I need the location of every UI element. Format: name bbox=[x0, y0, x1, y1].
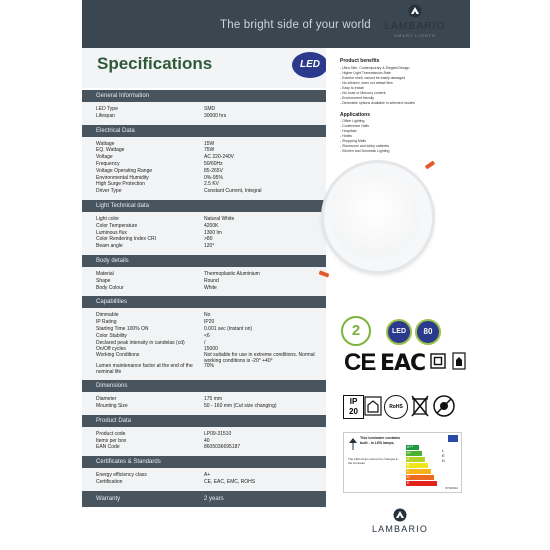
weee-bin-icon bbox=[411, 394, 429, 418]
spec-row bbox=[82, 223, 326, 230]
spec-key: High Surge Protection bbox=[96, 181, 145, 188]
spec-row bbox=[82, 188, 326, 195]
spec-key: Lifespan bbox=[96, 112, 115, 119]
led-icon: LED bbox=[386, 319, 412, 345]
spec-value: 85-265V bbox=[204, 167, 223, 174]
spec-value: LP09-31510 bbox=[204, 430, 232, 437]
spec-row bbox=[82, 479, 326, 486]
section-rows bbox=[82, 427, 326, 456]
spec-key: Declared peak intensity in candelas (cd) bbox=[96, 339, 185, 346]
page-title: Specifications bbox=[97, 54, 213, 73]
spec-key: Body Colour bbox=[96, 284, 124, 291]
lambario-logo-icon bbox=[408, 4, 422, 18]
benefit-item: - Easy to install bbox=[340, 86, 364, 90]
spec-key: Dimmable bbox=[96, 312, 119, 319]
spec-row bbox=[82, 340, 326, 347]
energy-label-code: 874/2012 bbox=[445, 486, 458, 490]
spec-value: White bbox=[204, 284, 217, 291]
application-item: - Office Lighting bbox=[340, 119, 365, 123]
benefit-item: - No infrared, does not attract flies bbox=[340, 81, 393, 85]
eac-mark-icon: EAC bbox=[380, 351, 426, 376]
spec-row bbox=[82, 154, 326, 161]
benefit-item: - No Lead or Mercury content bbox=[340, 91, 386, 95]
spec-key: EQ. Wattage bbox=[96, 147, 125, 154]
spec-key: Light color bbox=[96, 215, 120, 222]
warranty-row bbox=[82, 491, 326, 507]
energy-class-bar: A++ bbox=[406, 445, 419, 450]
lambario-logo-icon bbox=[393, 508, 407, 522]
spec-value: 15W bbox=[204, 140, 215, 147]
spec-value: 50 - 160 mm (Cut size changing) bbox=[204, 402, 277, 409]
section-header: Product Data bbox=[82, 415, 326, 427]
spec-key: Voltage bbox=[96, 154, 113, 161]
spec-row bbox=[82, 147, 326, 154]
ce-mark-icon: CE bbox=[344, 349, 376, 376]
warranty-label: Warranty bbox=[96, 495, 121, 502]
spec-row bbox=[82, 403, 326, 410]
benefits-panel bbox=[340, 58, 468, 154]
application-item: - Kitchen and Domestic Lighting bbox=[340, 149, 390, 153]
spec-table bbox=[82, 90, 326, 507]
spec-row bbox=[82, 181, 326, 188]
spec-row bbox=[82, 113, 326, 120]
spec-value: 70% bbox=[204, 363, 215, 370]
spec-value: 4200K bbox=[204, 222, 219, 229]
spec-row bbox=[82, 161, 326, 168]
ip-label: IP bbox=[349, 397, 358, 406]
spec-key: Shape bbox=[96, 277, 111, 284]
spec-value: 0.001 sec (instant on) bbox=[204, 325, 253, 332]
spec-value: Round bbox=[204, 277, 219, 284]
spec-key: Lumen maintenance factor at the end of the nominal life bbox=[96, 363, 193, 375]
indoor-use-icon bbox=[452, 352, 466, 370]
spec-row bbox=[82, 230, 326, 237]
spec-key: Voltage Operating Range bbox=[96, 167, 153, 174]
spec-key: Items per box bbox=[96, 437, 127, 444]
brand-name-bottom: LAMBARIO bbox=[371, 524, 429, 534]
benefits-title: Product benefits bbox=[340, 58, 380, 64]
benefit-item: - Higher Light Transmission Rate bbox=[340, 71, 391, 75]
product-diffuser bbox=[329, 169, 421, 259]
spec-value: No bbox=[204, 312, 211, 319]
spec-value: Constant Current, Integral bbox=[204, 188, 262, 195]
spec-value: 30000 hrs bbox=[204, 112, 227, 119]
spec-value: SMD bbox=[204, 106, 216, 112]
section-rows bbox=[82, 267, 326, 296]
section-rows bbox=[82, 102, 326, 125]
spec-key: Beam angle bbox=[96, 243, 123, 250]
energy-class-bar: A bbox=[406, 457, 425, 462]
energy-class-scale bbox=[406, 445, 440, 487]
spec-value: 8605036695187 bbox=[204, 444, 241, 451]
spec-row bbox=[82, 364, 326, 375]
benefit-item: - Dimmable options available in selected models bbox=[340, 101, 415, 105]
energy-class-bar: D bbox=[406, 475, 434, 480]
section-rows bbox=[82, 468, 326, 491]
energy-label-note: The LED lamps cannot be changed in the luminaire bbox=[348, 457, 399, 465]
benefit-item: - Environment friendly bbox=[340, 96, 375, 100]
section-header: General Information bbox=[82, 90, 326, 102]
spec-key: Environmental Humidity bbox=[96, 174, 149, 181]
spec-key: Diameter bbox=[96, 396, 117, 403]
energy-class-bar: E bbox=[406, 481, 437, 486]
led-badge: LED bbox=[292, 52, 328, 78]
spec-row bbox=[82, 326, 326, 333]
spec-row bbox=[82, 106, 326, 113]
section-rows bbox=[82, 308, 326, 380]
spec-row bbox=[82, 472, 326, 479]
spec-value: 2.5 KV bbox=[204, 181, 220, 188]
spec-key: LED Type bbox=[96, 106, 118, 112]
application-item: - Shopping Malls bbox=[340, 139, 367, 143]
spec-value: A+ bbox=[204, 472, 211, 479]
spec-row bbox=[82, 444, 326, 451]
spec-row bbox=[82, 312, 326, 319]
section-header: Certificates & Standards bbox=[82, 456, 326, 468]
section-rows bbox=[82, 392, 326, 415]
spec-key: EAN Code bbox=[96, 444, 120, 451]
home-icon bbox=[364, 396, 382, 416]
energy-label-side: LED bbox=[442, 448, 445, 463]
spec-key: Color Temperature bbox=[96, 222, 138, 229]
section-header: Capabilities bbox=[82, 296, 326, 308]
section-rows bbox=[82, 212, 326, 255]
spec-row bbox=[82, 319, 326, 326]
spec-key: Material bbox=[96, 270, 114, 277]
spec-key: Driver Type bbox=[96, 188, 122, 195]
energy-label-text: This luminaire contains built - in LED lamps. bbox=[360, 436, 401, 445]
spec-key: Frequency bbox=[96, 160, 120, 167]
section-rows bbox=[82, 137, 326, 200]
spec-value: 15000 bbox=[204, 346, 218, 353]
spec-key: Mounting Size bbox=[96, 402, 128, 409]
spec-row bbox=[82, 438, 326, 445]
application-item: - Hotels bbox=[340, 134, 353, 138]
spec-value: 175 mm bbox=[204, 396, 223, 403]
spec-value: Natural White bbox=[204, 215, 235, 222]
energy-class-bar: C bbox=[406, 469, 431, 474]
spec-key: Certification bbox=[96, 478, 123, 485]
applications-title: Applications bbox=[340, 112, 371, 118]
class-ii-icon bbox=[430, 353, 446, 369]
eu-flag bbox=[448, 435, 458, 442]
section-header: Body details bbox=[82, 255, 326, 267]
spec-row bbox=[82, 141, 326, 148]
spec-row bbox=[82, 175, 326, 182]
spec-value: 50/60Hz bbox=[204, 160, 223, 167]
application-item: - Conference Halls bbox=[340, 124, 369, 128]
spec-row bbox=[82, 333, 326, 340]
top-banner bbox=[0, 0, 550, 48]
spec-key: Energy efficiency class bbox=[96, 472, 147, 479]
spec-key: Color Rendering Index CRI bbox=[96, 236, 157, 243]
spec-key: IP Rating bbox=[96, 319, 117, 326]
spec-key: Luminous flux bbox=[96, 229, 127, 236]
spec-row bbox=[82, 431, 326, 438]
benefit-item: - Exterior shell, cannot be easily damaged bbox=[340, 76, 406, 80]
spec-row bbox=[82, 396, 326, 403]
spec-value: 1300 lm bbox=[204, 229, 222, 236]
spec-value: 75W bbox=[204, 147, 215, 154]
spec-value: / bbox=[204, 339, 206, 346]
benefits-list bbox=[340, 66, 468, 106]
ip-value: 20 bbox=[349, 407, 358, 416]
lamp-icon bbox=[348, 437, 358, 451]
spec-row bbox=[82, 278, 326, 285]
spec-value: 40 bbox=[204, 437, 210, 444]
spec-row bbox=[82, 236, 326, 243]
spec-value: CE, EAC, EMC, ROHS bbox=[204, 478, 256, 485]
spec-value: Thermoplastic Aluminium bbox=[204, 270, 260, 277]
section-header: Dimensions bbox=[82, 380, 326, 392]
section-header: Electrical Data bbox=[82, 125, 326, 137]
spec-value: AC 220-240V bbox=[204, 154, 235, 161]
spec-key: Product code bbox=[96, 430, 126, 437]
spec-key: Color Stability bbox=[96, 332, 127, 339]
brand-name: LAMBARIO bbox=[384, 21, 446, 32]
rohs-icon bbox=[384, 395, 408, 419]
spec-value: <6 bbox=[204, 332, 210, 339]
spec-key: Wattage bbox=[96, 140, 115, 147]
spec-value: 120° bbox=[204, 243, 215, 250]
spec-value: IP20 bbox=[204, 319, 215, 326]
warranty-value: 2 years bbox=[204, 495, 224, 502]
benefit-item: - Ultra Slim, Contemporary & Elegant Design bbox=[340, 66, 410, 70]
brand-subtitle: SMART LIGHTS bbox=[394, 33, 436, 38]
warranty-icon: 2 bbox=[341, 316, 371, 346]
application-item: - Showroom and lobby cabinets bbox=[340, 144, 390, 148]
spec-row bbox=[82, 216, 326, 223]
energy-class-bar: A+ bbox=[406, 451, 422, 456]
spec-row bbox=[82, 271, 326, 278]
no-dimming-icon bbox=[433, 395, 455, 417]
spec-row bbox=[82, 243, 326, 250]
spec-key: Working Conditions bbox=[96, 352, 140, 359]
spec-row bbox=[82, 168, 326, 175]
energy-label bbox=[343, 432, 462, 493]
brand-logo-bottom bbox=[360, 508, 440, 544]
applications-list bbox=[340, 119, 468, 154]
rohs-label: RoHS bbox=[389, 404, 403, 410]
tagline: The bright side of your world bbox=[220, 19, 371, 31]
spec-key: On/Off cycles bbox=[96, 346, 126, 353]
spec-row bbox=[82, 285, 326, 292]
brand-logo bbox=[375, 4, 455, 44]
energy-class-bar: B bbox=[406, 463, 428, 468]
spec-key: Starting Time 100% ON bbox=[96, 325, 149, 332]
spec-value: 0%-95% bbox=[204, 174, 223, 181]
cri-icon: 80 bbox=[415, 319, 441, 345]
application-item: - Hospitals bbox=[340, 129, 357, 133]
section-header: Light Technical data bbox=[82, 200, 326, 212]
spec-value: >80 bbox=[204, 236, 213, 243]
ip-rating-icon bbox=[343, 395, 364, 419]
spec-value: Not suitable for use in extreme conditions. Normal working conditions is -20° +40° bbox=[204, 352, 315, 364]
